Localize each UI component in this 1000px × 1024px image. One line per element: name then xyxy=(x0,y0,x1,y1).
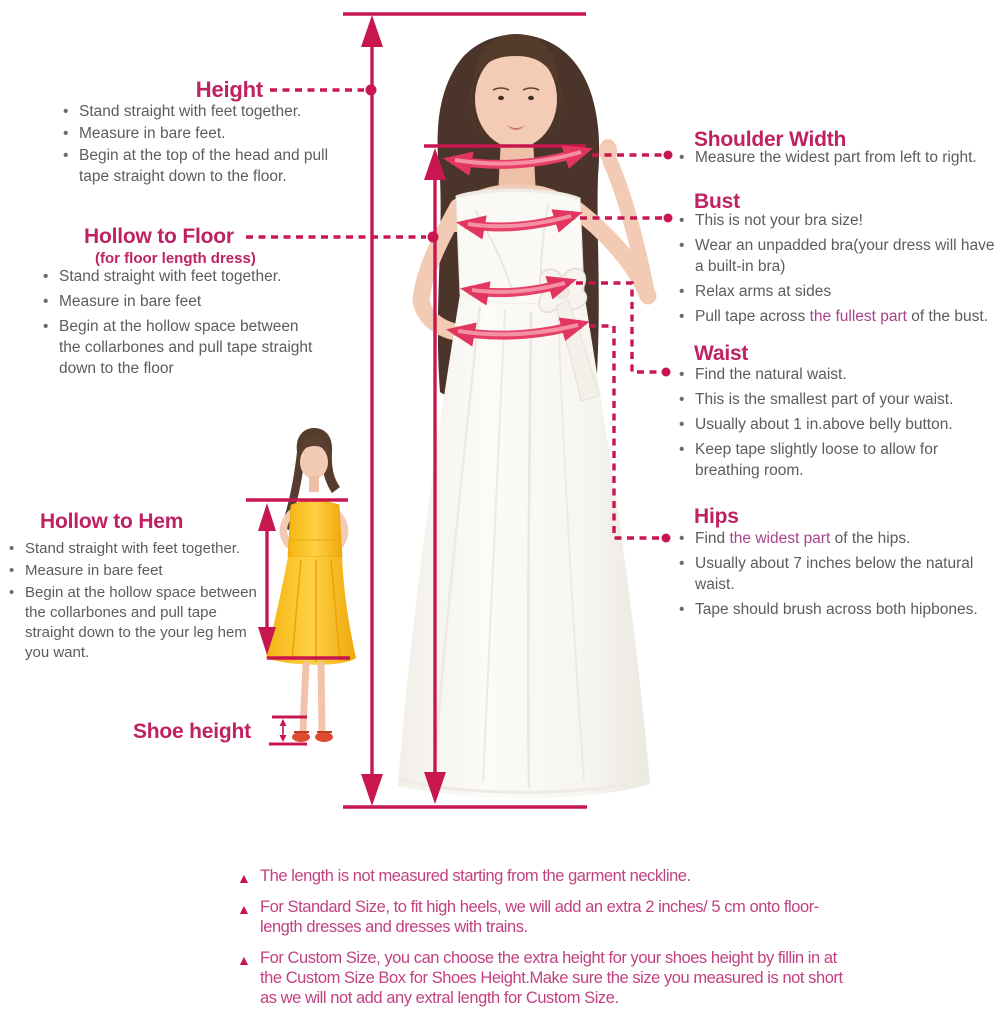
warning-triangle-icon: ▲ xyxy=(237,901,251,917)
instruction-item: • Tape should brush across both hipbones. xyxy=(678,599,994,620)
hips-instructions xyxy=(678,528,994,624)
warning-triangle-icon: ▲ xyxy=(237,952,251,968)
highlighted-text: the widest part xyxy=(729,530,831,547)
hollow-to-hem-instructions xyxy=(8,539,270,665)
hollow-to-hem-section-title: Hollow to Hem xyxy=(40,510,184,533)
shoulder-width-instructions xyxy=(678,147,1000,172)
height-section-title: Height xyxy=(195,77,263,102)
note-text: The length is not measured starting from the garment neckline. xyxy=(260,867,691,885)
instruction-item: • Stand straight with feet together. xyxy=(8,539,270,559)
waist-instructions xyxy=(678,364,984,485)
shoe-height-section-title: Shoe height xyxy=(133,720,251,743)
instruction-item: • Find the widest part of the hips. xyxy=(678,528,994,549)
instruction-item: • Pull tape across the fullest part of the bust. xyxy=(678,306,996,327)
instruction-item: • Begin at the top of the head and pull tape straight down to the floor. xyxy=(62,145,347,187)
hollow-to-floor-section-title: Hollow to Floor xyxy=(84,225,234,248)
note-row xyxy=(237,897,860,937)
bust-section-title: Bust xyxy=(694,190,740,213)
small-model-face xyxy=(300,445,328,479)
instruction-item: • This is not your bra size! xyxy=(678,210,996,231)
small-model-shoes xyxy=(292,732,333,742)
waist-section-title: Waist xyxy=(694,342,749,365)
hollow-to-floor-subtitle: (for floor length dress) xyxy=(95,250,256,267)
hips-section-title: Hips xyxy=(694,505,739,528)
footer-notes xyxy=(237,866,860,1019)
note-text: For Standard Size, to fit high heels, we will add an extra 2 inches/ 5 cm onto floor-length dresses and dresses with trains. xyxy=(260,898,819,936)
note-text: For Custom Size, you can choose the extra height for your shoes height by fillin in at the Custom Size Box for Shoes Height.Make sure the size you measured is not short as we will not add any extral length for Custom Size. xyxy=(260,949,843,1007)
warning-triangle-icon: ▲ xyxy=(237,870,251,886)
bust-instructions xyxy=(678,210,996,331)
instruction-item: • Stand straight with feet together. xyxy=(62,101,347,122)
instruction-item: • Begin at the hollow space between the collarbones and pull tape straight down to the your leg hem you want. xyxy=(8,583,270,663)
instruction-item: • Usually about 7 inches below the natural waist. xyxy=(678,553,994,595)
small-model-illustration xyxy=(266,428,356,742)
instruction-item: • Measure in bare feet xyxy=(8,561,270,581)
instruction-item: • Begin at the hollow space between the collarbones and pull tape straight down to the floor xyxy=(42,316,322,379)
instruction-item: • This is the smallest part of your waist. xyxy=(678,389,984,410)
height-instructions xyxy=(62,101,347,188)
instruction-item: • Measure in bare feet. xyxy=(62,123,347,144)
note-row xyxy=(237,866,860,886)
instruction-item: • Relax arms at sides xyxy=(678,281,996,302)
instruction-item: • Measure in bare feet xyxy=(42,291,322,312)
note-row xyxy=(237,948,860,1008)
instruction-item: • Stand straight with feet together. xyxy=(42,266,322,287)
instruction-item: • Keep tape slightly loose to allow for breathing room. xyxy=(678,439,984,481)
instruction-item: • Usually about 1 in.above belly button. xyxy=(678,414,984,435)
instruction-item: • Wear an unpadded bra(your dress will have a built-in bra) xyxy=(678,235,996,277)
instruction-item: • Find the natural waist. xyxy=(678,364,984,385)
highlighted-text: the fullest part xyxy=(809,308,907,325)
shoulder-width-section-title: Shoulder Width xyxy=(694,128,847,151)
instruction-item: • Measure the widest part from left to right. xyxy=(678,147,1000,168)
hollow-to-floor-instructions xyxy=(42,266,322,383)
